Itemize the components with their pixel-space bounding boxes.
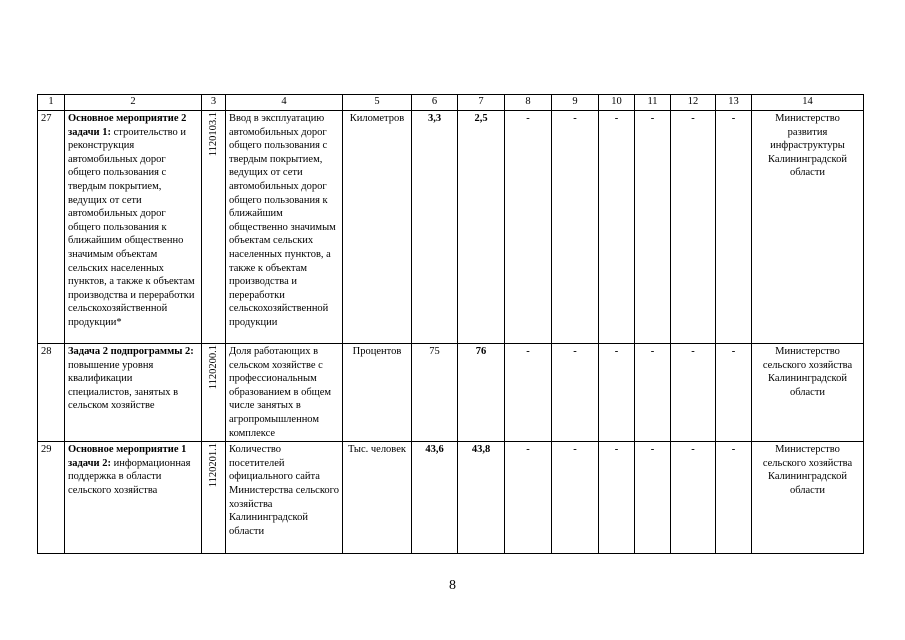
value-col11: - xyxy=(635,111,671,344)
value-col12: - xyxy=(671,344,716,442)
value-col7: 2,5 xyxy=(458,111,505,344)
column-header: 13 xyxy=(716,95,752,111)
measure-title-text: строительство и реконструкция автомобильных дорог общего пользования с твердым покрытием, ведущих от сети автомобильных дорог общего пользования к ближайшим общественно значимым объектам сельских населенных пунктов, а также к объектам производства и переработки сельскохозяйственной продукции* xyxy=(68,126,195,328)
measure-title-text: повышение уровня квалификации специалистов, занятых в сельском хозяйстве xyxy=(68,359,179,412)
value-col12: - xyxy=(671,442,716,554)
column-header: 14 xyxy=(752,95,864,111)
indicator-code: 1120201.1 xyxy=(207,443,219,488)
column-header: 7 xyxy=(458,95,505,111)
column-header: 1 xyxy=(38,95,65,111)
table-row xyxy=(38,344,864,442)
indicator-code: 1120103.1 xyxy=(207,112,219,157)
column-header: 4 xyxy=(226,95,343,111)
column-header: 2 xyxy=(65,95,202,111)
value-col6: 75 xyxy=(412,344,458,442)
code-cell xyxy=(202,442,226,554)
column-header: 12 xyxy=(671,95,716,111)
measure-title xyxy=(65,442,202,554)
value-col13: - xyxy=(716,344,752,442)
column-header: 11 xyxy=(635,95,671,111)
value-col7: 43,8 xyxy=(458,442,505,554)
table-row xyxy=(38,442,864,554)
value-col10: - xyxy=(599,442,635,554)
value-col13: - xyxy=(716,442,752,554)
measure-title xyxy=(65,111,202,344)
column-header: 9 xyxy=(552,95,599,111)
value-col6: 3,3 xyxy=(412,111,458,344)
indicator-name: Доля работающих в сельском хозяйстве с профессиональным образованием в общем числе занятых в агропромышленном комплексе xyxy=(226,344,343,442)
code-cell xyxy=(202,111,226,344)
value-col9: - xyxy=(552,344,599,442)
measure-title-text: информационная поддержка в области сельского хозяйства xyxy=(68,457,191,496)
code-cell xyxy=(202,344,226,442)
indicator-code: 1120200.1 xyxy=(207,345,219,390)
indicators-table xyxy=(37,94,864,554)
value-col8: - xyxy=(505,344,552,442)
column-header: 6 xyxy=(412,95,458,111)
unit: Километров xyxy=(343,111,412,344)
measure-title-bold: Основное мероприятие 1 задачи 2: xyxy=(68,444,187,469)
value-col6: 43,6 xyxy=(412,442,458,554)
row-number: 29 xyxy=(38,442,65,554)
measure-title-bold: Основное мероприятие 2 задачи 1: xyxy=(68,113,187,138)
row-number: 28 xyxy=(38,344,65,442)
column-header: 3 xyxy=(202,95,226,111)
value-col10: - xyxy=(599,111,635,344)
column-header: 8 xyxy=(505,95,552,111)
unit: Тыс. человек xyxy=(343,442,412,554)
value-col8: - xyxy=(505,442,552,554)
measure-title-bold: Задача 2 подпрограммы 2: xyxy=(68,346,194,357)
value-col10: - xyxy=(599,344,635,442)
indicator-name: Ввод в эксплуатацию автомобильных дорог общего пользования с твердым покрытием, ведущих от сети автомобильных дорог общего пользования к ближайшим общественно значимым объектам сельских населенных пунктов, а также к объектам производства и переработки сельскохозяйственной продукции xyxy=(226,111,343,344)
value-col12: - xyxy=(671,111,716,344)
indicator-name: Количество посетителей официального сайта Министерства сельского хозяйства Калининградской области xyxy=(226,442,343,554)
column-header: 10 xyxy=(599,95,635,111)
responsible-body: Министерство сельского хозяйства Калининградской области xyxy=(752,344,864,442)
value-col13: - xyxy=(716,111,752,344)
responsible-body: Министерство развития инфраструктуры Калининградской области xyxy=(752,111,864,344)
responsible-body: Министерство сельского хозяйства Калининградской области xyxy=(752,442,864,554)
table-row xyxy=(38,111,864,344)
unit: Процентов xyxy=(343,344,412,442)
value-col7: 76 xyxy=(458,344,505,442)
column-header: 5 xyxy=(343,95,412,111)
value-col9: - xyxy=(552,111,599,344)
value-col8: - xyxy=(505,111,552,344)
page-number: 8 xyxy=(449,578,456,593)
value-col11: - xyxy=(635,344,671,442)
measure-title xyxy=(65,344,202,442)
value-col11: - xyxy=(635,442,671,554)
value-col9: - xyxy=(552,442,599,554)
row-number: 27 xyxy=(38,111,65,344)
header-row xyxy=(38,95,864,111)
